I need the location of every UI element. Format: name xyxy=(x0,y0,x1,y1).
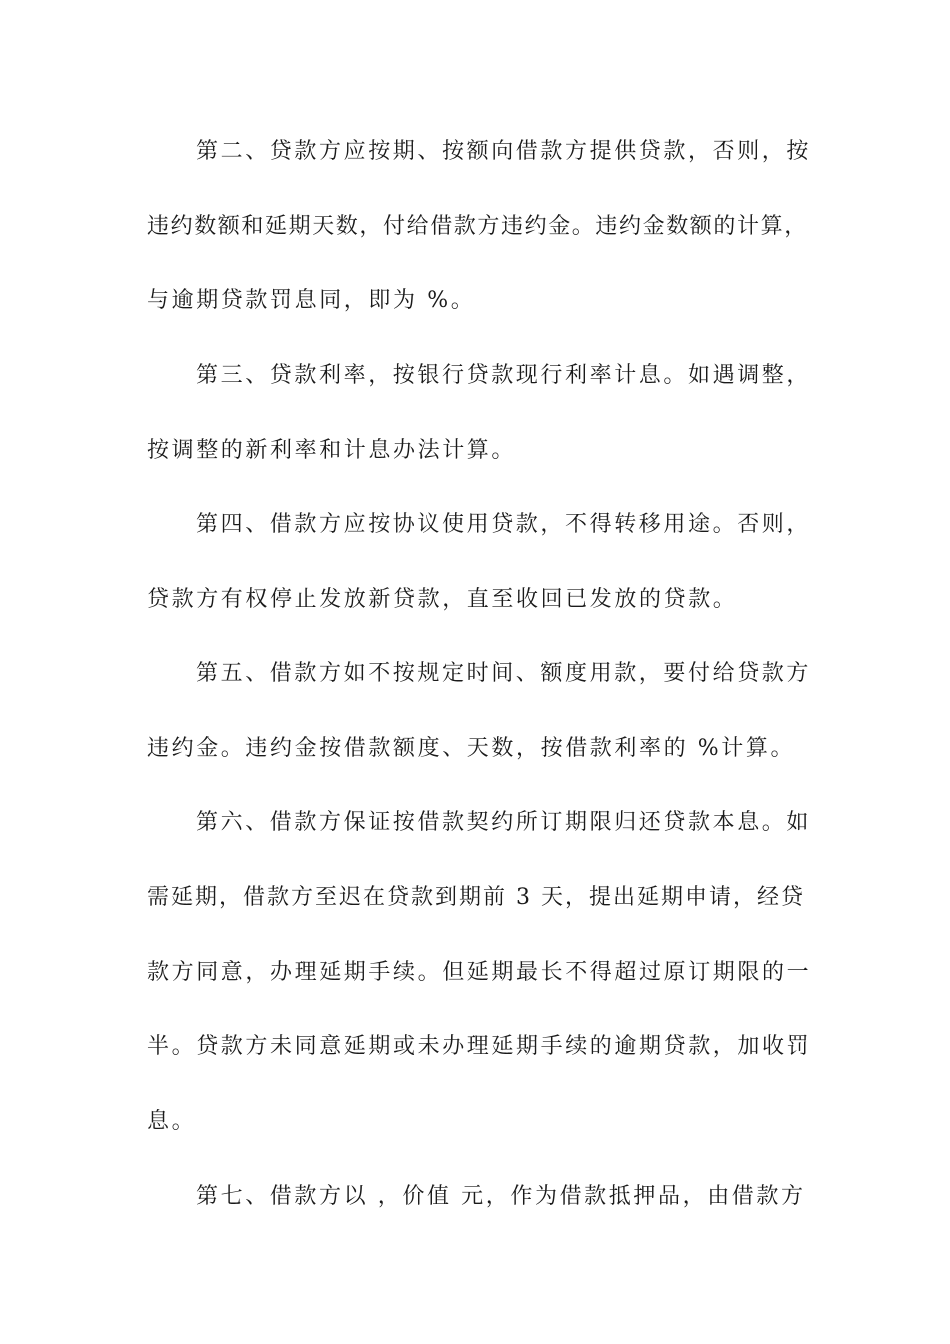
paragraph-2-line-3: 与逾期贷款罚息同，即为 %。 xyxy=(147,288,476,313)
paragraph-6-line-5: 息。 xyxy=(147,1109,197,1134)
paragraph-6-line-4: 半。贷款方未同意延期或未办理延期手续的逾期贷款，加收罚 xyxy=(147,1034,812,1059)
paragraph-5-line-1: 第五、借款方如不按规定时间、额度用款，要付给贷款方 xyxy=(196,661,812,686)
paragraph-2-line-2: 违约数额和延期天数，付给借款方违约金。违约金数额的计算， xyxy=(147,214,808,239)
paragraph-6-line-3: 款方同意，办理延期手续。但延期最长不得超过原订期限的一 xyxy=(147,960,812,985)
paragraph-5-line-2: 违约金。违约金按借款额度、天数，按借款利率的 %计算。 xyxy=(147,736,796,761)
paragraph-6-line-2: 需延期，借款方至迟在贷款到期前 3 天，提出延期申请，经贷 xyxy=(147,885,805,910)
paragraph-3-line-1: 第三、贷款利率，按银行贷款现行利率计息。如遇调整， xyxy=(196,363,812,388)
paragraph-6-line-1: 第六、借款方保证按借款契约所订期限归还贷款本息。如 xyxy=(196,810,812,835)
paragraph-7-line-1: 第七、借款方以 ，价值 元，作为借款抵押品，由借款方 xyxy=(196,1184,806,1209)
paragraph-4-line-1: 第四、借款方应按协议使用贷款，不得转移用途。否则， xyxy=(196,512,812,537)
paragraph-2-line-1: 第二、贷款方应按期、按额向借款方提供贷款，否则，按 xyxy=(196,139,812,164)
paragraph-3-line-2: 按调整的新利率和计息办法计算。 xyxy=(147,438,517,463)
paragraph-4-line-2: 贷款方有权停止发放新贷款，直至收回已发放的贷款。 xyxy=(147,587,738,612)
